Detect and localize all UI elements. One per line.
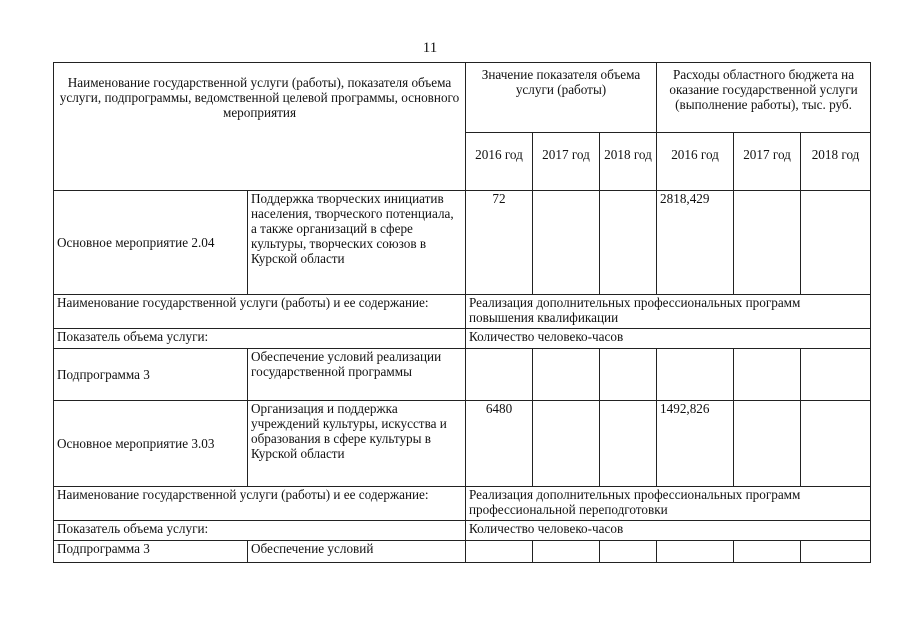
row-description: Организация и поддержка учреждений культуры, искусства и образования в сфере культуры в Курской области: [248, 401, 466, 487]
cell-indicator-2016: 6480: [466, 401, 533, 487]
row-left-label: Основное мероприятие 3.03: [54, 401, 248, 487]
cell-indicator-2017: [533, 401, 600, 487]
row-left-label: Основное мероприятие 2.04: [54, 191, 248, 295]
services-table: [53, 62, 871, 563]
table-row: [54, 487, 871, 521]
cell-budget-2017: [734, 401, 801, 487]
header-indicator-2017: 2017 год: [533, 133, 600, 191]
header-budget-group: Расходы областного бюджета на оказание государственной услуги (выполнение работы), тыс. руб.: [657, 63, 871, 133]
cell-indicator-2017: [533, 191, 600, 295]
cell-indicator-2018: [600, 191, 657, 295]
table-row: [54, 541, 871, 563]
table-row: [54, 329, 871, 349]
row-left-label: Подпрограмма 3: [54, 349, 248, 401]
row-description: Обеспечение условий реализации государственной программы: [248, 349, 466, 401]
table-row: [54, 521, 871, 541]
header-indicator-group: Значение показателя объема услуги (работы): [466, 63, 657, 133]
header-name-column: Наименование государственной услуги (работы), показателя объема услуги, подпрограммы, ведомственной целевой программы, основного мероприятия: [54, 63, 466, 191]
cell-budget-2016: 2818,429: [657, 191, 734, 295]
table-row: [54, 295, 871, 329]
header-budget-2018: 2018 год: [801, 133, 871, 191]
page-number: 11: [422, 40, 438, 56]
cell-budget-2018: [801, 401, 871, 487]
header-budget-2016: 2016 год: [657, 133, 734, 191]
volume-indicator-label: Показатель объема услуги:: [54, 521, 466, 541]
table-row: [54, 401, 871, 487]
cell-budget-2017: [734, 191, 801, 295]
table-row: [54, 349, 871, 401]
service-name-value: Реализация дополнительных профессиональных программ повышения квалификации: [466, 295, 871, 329]
header-indicator-2018: 2018 год: [600, 133, 657, 191]
service-name-label: Наименование государственной услуги (работы) и ее содержание:: [54, 295, 466, 329]
cell-indicator-2016: 72: [466, 191, 533, 295]
row-description: Обеспечение условий: [248, 541, 466, 563]
table-row: [54, 191, 871, 295]
header-budget-2017: 2017 год: [734, 133, 801, 191]
service-name-value: Реализация дополнительных профессиональных программ профессиональной переподготовки: [466, 487, 871, 521]
cell-indicator-2018: [600, 401, 657, 487]
volume-indicator-value: Количество человеко-часов: [466, 329, 871, 349]
cell-budget-2018: [801, 191, 871, 295]
header-indicator-2016: 2016 год: [466, 133, 533, 191]
row-left-label: Подпрограмма 3: [54, 541, 248, 563]
volume-indicator-value: Количество человеко-часов: [466, 521, 871, 541]
cell-budget-2016: 1492,826: [657, 401, 734, 487]
volume-indicator-label: Показатель объема услуги:: [54, 329, 466, 349]
service-name-label: Наименование государственной услуги (работы) и ее содержание:: [54, 487, 466, 521]
row-description: Поддержка творческих инициатив населения, творческого потенциала, а также организаций в сфере культуры, творческих союзов в Курской области: [248, 191, 466, 295]
